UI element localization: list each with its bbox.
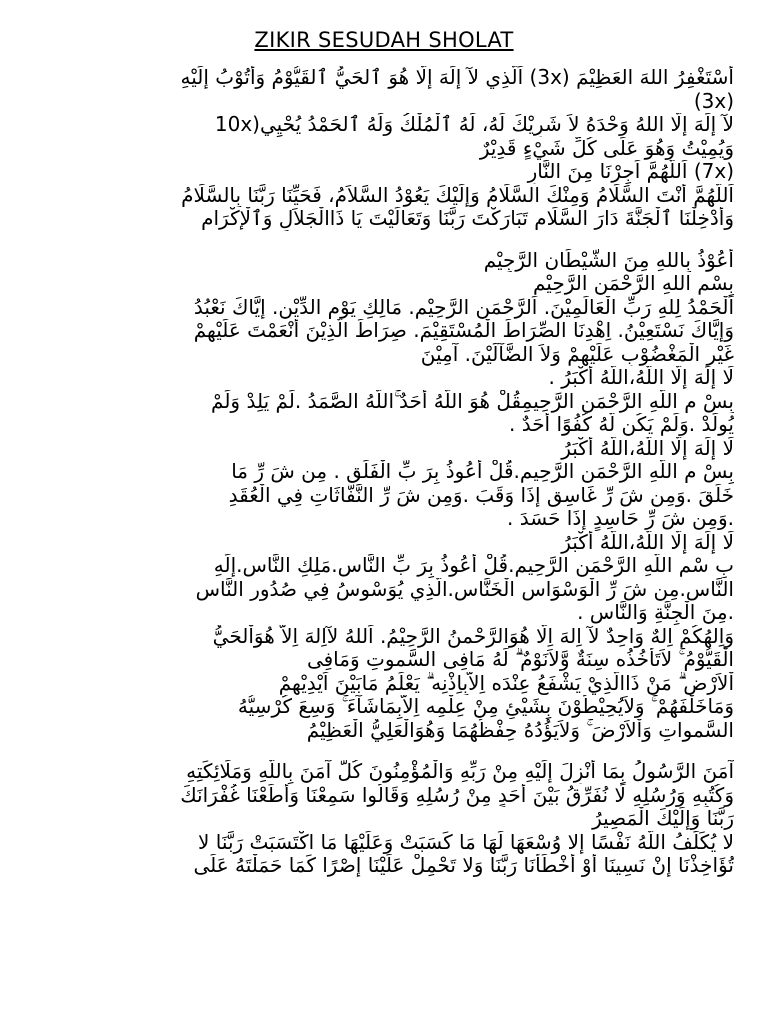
text-line: .وَمِن شَ رِّ حَاسِدٍ إِذَا حَسَدَ .	[507, 507, 734, 530]
text-line: الْقَيُّوْمُ ۚ لاَتَأْخُذُه سِنَةٌ وَّلاَنَوْمٌ ۗ لَهُ مَافِى السَّموتِ وَمَافِى	[306, 648, 734, 671]
text-line: (7x) اَللّهُمَّ اَجِرْنَا مِنَ النَّارِ	[527, 160, 734, 183]
text-line: خَلَقَ .وَمِن شَ رِّ غَاسِقٍ إِذَا وَقَبَ .وَمِن شَ رِّ النَّفَّاثَاتِ فِي الْعُقَدِ	[228, 483, 734, 507]
text-line: وَأَدْخِلْنَا ٱلْجَنَّةَ دَارَ السَّلَامِ تَبَارَكْتَ رَبَّنَا وَتَعَالَيْتَ يَا ذَاالْجَلاَلِ وَٱلْإِكْرَامِ	[201, 207, 734, 230]
section-gap	[34, 742, 734, 760]
document-body	[34, 66, 734, 878]
text-line: غَيْرِ الْمَغْضُوْبِ عَلَيْهِمْ وَلاَ الضَّآلِّيْنَ. آمِيْنَ	[420, 342, 734, 366]
text-line: يُولَدْ .وَلَمْ يَكُن لَّهُ كُفُوًا أَحَدٌ .	[508, 413, 734, 436]
text-line: بِ سْمِ اللَّهِ الرَّحْمَنِ الرَّحِيمِ.قُلْ أَعُوذُ بِرَ بِّ النَّاسِ.مَلِكِ النَّاسِ.إِلَهِ	[213, 554, 734, 577]
text-line: اَللّهُمَّ أَنْتَ السَّلَامُ وَمِنْكَ السَّلَامُ وَإِلَيْكَ يَعُوْدُ السَّلاَمُ، فَحَيِّنَا رَبَّنَا بِالسَّلَامُ	[181, 183, 734, 207]
text-line: أَسْتَغْفِرُ اللهَ العَظِيْمَ (3x) اَلَّذِي لآ إِلَهَ إِلَّا هُوَ ٱلحَيُّ ٱلقَيُّوْمُ وَأَتُوْبُ إِلَيْهِ	[180, 66, 734, 89]
text-line: وَكُتُبِهِ وَرُسُلِهِ لَا نُفَرِّقُ بَيْنَ أَحَدٍ مِنْ رُسُلِهِ وَقَالُوا سَمِعْنَا وَأَطَعْنَا غُفْرَانَكَ	[180, 783, 734, 807]
text-line: آمَنَ الرَّسُولُ بِمَا أُنْزِلَ إِلَيْهِ مِنْ رَبِّهِ وَالْمُؤْمِنُونَ كُلٌّ آمَنَ بِاللَّهِ وَمَلَائِكَتِهِ	[186, 760, 734, 783]
text-line: النَّاسِ.مِن شَ رِّ الْوَسْوَاسِ الْخَنَّاسِ.الَّذِي يُوَسْوِسُ فِي صُدُورِ النَّاسِ	[195, 577, 734, 601]
text-line: لا يُكَلِّفُ اللَّهُ نَفْسًا إِلا وُسْعَهَا لَهَا مَا كَسَبَتْ وَعَلَيْهَا مَا اكْتَسَبَتْ رَبَّنَا لا	[198, 830, 734, 854]
text-line: بِسْ مِ اللَّهِ الرَّحْمَنِ الرَّحِيمِقُلْ هُوَ اللَّهُ أَحَدٌ ۚاللَّهُ الصَّمَدُ .لَمْ يَلِدْ وَلَمْ	[211, 389, 734, 413]
text-line: لَا إِلَهَ إِلَّا اللَّهُ،اللَّهُ أَكْبَرُ	[561, 436, 734, 460]
text-line: وَإِيَّاكَ نَسْتَعِيْنُ. اِهْدِنَا الصِّرَاطَ الْمُسْتَقِيْمَ. صِرَاطَ الَّذِيْنَ أَنْعَمْتَ عَلَيْهِمْ	[193, 319, 734, 342]
text-line: وَيُمِيْتُ وَهُوَ عَلَى كُلِّ شَيْءٍ قَدِيْرٌ	[479, 136, 734, 160]
text-line: رَبَّنَا وَإِلَيْكَ الْمَصِيرُ	[592, 807, 734, 830]
text-line: اْلاَرْضِ ۗ مَنْ ذَاالَّذِيْ يَشْفَعُ عِنْدَه اِلاَّبِاِذْنِه ۗ يَعْلَمُ مَابَيْنَ اَيْدِيْهِمْ	[278, 671, 734, 695]
text-line: وَمَاخَلْفَهُمْ ۚ وَلاَيُحِيْطُوْنَ بِشَيْئٍ مِنْ عِلْمِه اِلاَّبِمَاشَآءَ ۚ وَسِعَ كُرْسِيُّهُ	[237, 695, 734, 718]
text-line: اَلْحَمْدُ لِلهِ رَبِّ الْعَالَمِيْنَ. اَلرَّحْمَنِ الرَّحِيْمِ. مَالِكِ يَوْمِ الدِّيْنِ. إِيَّاكَ نَعْبُدُ	[193, 295, 734, 319]
text-line: السَّمواتِ وَاْلاَرْضَ ۚ وَلاَيَؤُدُهُ حِفْظُهُمَا وَهُوَالْعَلِيُّ الْعَظِيْمُ	[306, 718, 734, 742]
text-line: لَا إِلَهَ إِلَّا اللَّهُ،اللَّهُ أَكْبَرُ	[561, 530, 734, 554]
document-title: ZIKIR SESUDAH SHOLAT	[254, 28, 514, 52]
section-gap	[34, 231, 734, 249]
text-line: تُؤَاخِذْنَا إِنْ نَسِينَا أَوْ أَخْطَأْنَا رَبَّنَا وَلا تَحْمِلْ عَلَيْنَا إِصْرًا كَمَا حَمَلْتَهُ عَلَى	[193, 854, 734, 877]
text-line: بِسْ مِ اللَّهِ الرَّحْمَنِ الرَّحِيمِ.قُلْ أَعُوذُ بِرَ بِّ الْفَلَقِ . مِن شَ رِّ مَا	[231, 460, 734, 483]
text-line: أَعُوْذُ بِاللهِ مِنَ الشَّيْطَانِ الرَّجِيْمِ	[483, 248, 734, 272]
text-line: .مِنَ الْجِنَّةِ وَالنَّاسِ .	[577, 601, 734, 624]
text-line: لَا إِلَهَ إِلَّا اللَّهُ،اللَّهُ أَكْبَرُ .	[548, 366, 734, 389]
text-line: لآ إِلَهَ إِلَّا اللهُ وَحْدَهُ لاَ شَرِيْكَ لَهُ، لَهُ ٱلْمُلْكُ وَلَهُ ٱلحَمْدُ يُحْيِي(10x	[214, 113, 734, 136]
text-line: (3x)	[693, 89, 734, 113]
text-line: وَاِلهُكُمْ اِلهٌ وَاحِدٌ لآ اِلهَ اِلَّا هُوَالرَّحْمنُ الرَّحِيْمُ. اَللهُ لآاِلهَ اِلاَّ هُوَاْلحَيُّ	[212, 624, 734, 648]
text-line: بِسْمِ اللهِ الرَّحْمَنِ الرَّحِيْمِ	[532, 272, 734, 295]
